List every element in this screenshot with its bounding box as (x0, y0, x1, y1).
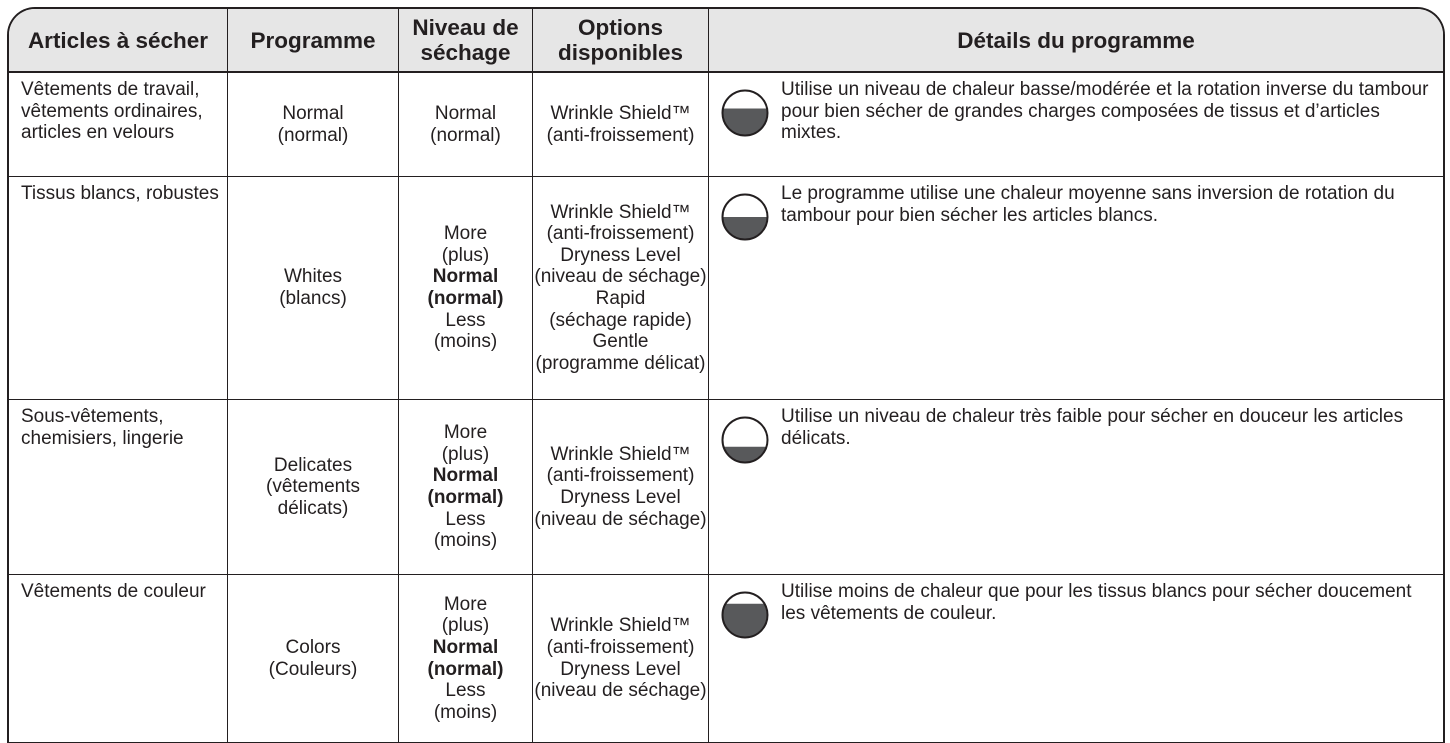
option-line: Wrinkle Shield™ (550, 443, 691, 465)
items-text: Sous-vêtements, chemisiers, lingerie (21, 406, 184, 449)
dryness-cell (399, 575, 533, 743)
header-cell-program-header (228, 9, 399, 73)
heat-fill (721, 109, 769, 138)
program-cell (228, 177, 399, 400)
header-cell-items-header (9, 9, 228, 73)
option-line: (anti-froissement) (546, 223, 695, 245)
heat-level-icon (721, 89, 769, 137)
details-text: Le programme utilise une chaleur moyenne sans inversion de rotation du tambour pour bien sécher les articles blancs. (781, 183, 1395, 226)
items-cell (9, 177, 228, 400)
dryness-header: Niveau de séchage (412, 15, 519, 65)
header-cell-details-header (709, 9, 1443, 73)
program-line: Colors (285, 636, 341, 658)
dryness-line: Normal (434, 102, 497, 124)
dryness-line: Normal (432, 465, 499, 487)
heat-level-icon (721, 416, 769, 464)
dryness-line: Less (445, 309, 486, 331)
option-line: (niveau de séchage) (534, 266, 707, 288)
dryness-line: More (443, 593, 488, 615)
options-cell (533, 400, 709, 575)
program-line: (vêtements (266, 476, 360, 498)
program-line: Normal (282, 102, 344, 124)
details-text: Utilise moins de chaleur que pour les tissus blancs pour sécher doucement les vêtements de couleur. (781, 581, 1412, 624)
options-cell (533, 177, 709, 400)
option-line: Rapid (595, 288, 646, 309)
details-cell (709, 177, 1443, 400)
option-line: Dryness Level (560, 658, 681, 680)
program-cell (228, 575, 399, 743)
dryness-line: (plus) (441, 615, 490, 637)
dryness-line: More (443, 422, 488, 444)
header-cell-options-header (533, 9, 709, 73)
program-cell (228, 400, 399, 575)
program-header: Programme (250, 27, 376, 53)
items-cell (9, 73, 228, 177)
program-line: Delicates (273, 454, 353, 476)
items-text: Vêtements de travail, vêtements ordinaires, articles en velours (21, 79, 203, 144)
details-cell (709, 73, 1443, 177)
heat-level-icon (721, 591, 769, 639)
options-cell (533, 575, 709, 743)
details-text: Utilise un niveau de chaleur basse/modérée et la rotation inverse du tambour pour bien sécher de grandes charges composées de tissus et d’articles mixtes. (781, 79, 1429, 144)
heat-fill (721, 604, 769, 639)
options-cell (533, 73, 709, 177)
option-line: (anti-froissement) (546, 465, 695, 487)
dryness-line: (normal) (427, 288, 504, 309)
dryness-line: (normal) (427, 658, 504, 680)
options-header: Options disponibles (557, 15, 683, 65)
heat-level-icon (721, 193, 769, 241)
dryness-line: (normal) (427, 487, 504, 508)
option-line: Wrinkle Shield™ (550, 201, 691, 223)
program-line: délicats) (277, 497, 349, 519)
program-line: (normal) (277, 124, 349, 146)
program-cell (228, 73, 399, 177)
dryer-cycle-table (7, 7, 1445, 743)
dryness-cell (399, 400, 533, 575)
details-header: Détails du programme (957, 27, 1195, 53)
option-line: (anti-froissement) (546, 636, 695, 658)
items-text: Vêtements de couleur (21, 581, 206, 602)
option-line: (séchage rapide) (549, 309, 692, 331)
table-grid (9, 9, 1443, 743)
dryness-line: (plus) (441, 443, 490, 465)
items-cell (9, 400, 228, 575)
items-text: Tissus blancs, robustes (21, 183, 219, 204)
header-cell-dryness-header (399, 9, 533, 73)
option-line: (niveau de séchage) (534, 508, 707, 530)
option-line: (programme délicat) (535, 352, 706, 374)
option-line: Wrinkle Shield™ (550, 102, 691, 124)
dryness-line: More (443, 223, 488, 245)
dryness-line: (moins) (433, 331, 498, 353)
details-cell (709, 400, 1443, 575)
dryness-line: (plus) (441, 244, 490, 266)
dryness-cell (399, 73, 533, 177)
dryness-cell (399, 177, 533, 400)
program-line: (Couleurs) (268, 658, 358, 680)
dryness-line: (normal) (430, 124, 501, 146)
dryness-line: Less (445, 508, 486, 530)
details-cell (709, 575, 1443, 743)
details-text: Utilise un niveau de chaleur très faible pour sécher en douceur les articles délicats. (781, 406, 1404, 449)
option-line: Gentle (592, 331, 649, 353)
dryness-line: Less (445, 680, 486, 702)
items-header: Articles à sécher (27, 27, 209, 53)
program-line: Whites (283, 266, 343, 288)
option-line: Dryness Level (560, 244, 681, 266)
items-cell (9, 575, 228, 743)
program-line: (blancs) (279, 288, 347, 309)
option-line: Wrinkle Shield™ (550, 615, 691, 637)
option-line: (niveau de séchage) (534, 680, 707, 702)
option-line: Dryness Level (560, 487, 681, 508)
dryness-line: Normal (432, 636, 499, 658)
heat-fill (721, 217, 769, 241)
dryness-line: Normal (432, 266, 499, 288)
dryness-line: (moins) (433, 701, 498, 723)
option-line: (anti-froissement) (546, 124, 695, 146)
dryness-line: (moins) (433, 530, 498, 552)
